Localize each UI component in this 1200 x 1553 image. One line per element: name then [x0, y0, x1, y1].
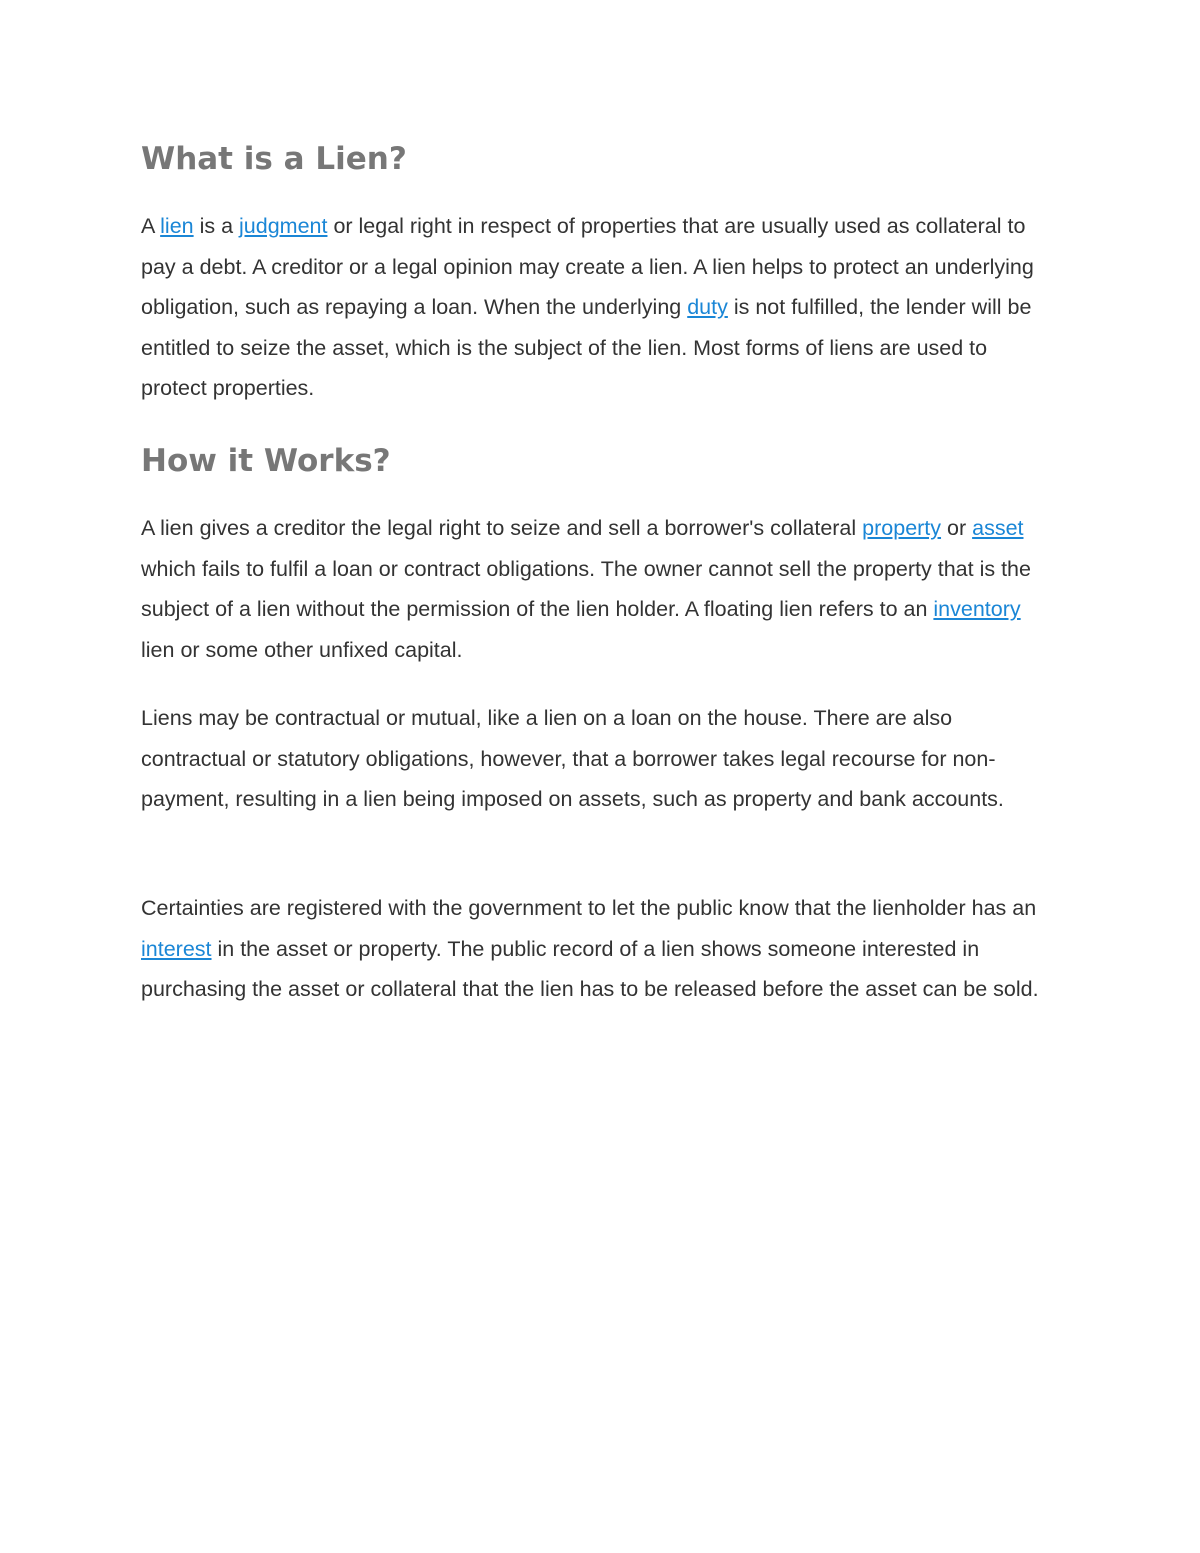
link-inventory[interactable]: inventory: [933, 597, 1021, 622]
text-segment: is a: [193, 214, 240, 238]
link-judgment[interactable]: judgment: [239, 214, 328, 238]
heading-what-is-a-lien: What is a Lien?: [141, 141, 407, 177]
link-lien[interactable]: lien: [160, 214, 194, 238]
link-asset[interactable]: asset: [972, 516, 1024, 540]
text-segment: lien or some other unfixed capital.: [141, 637, 463, 662]
paragraph-public-record: [141, 888, 1056, 1010]
paragraph-contractual-liens: Liens may be contractual or mutual, like a lien on a loan on the house. There are also contractual or statutory obligations, however, that a borrower takes legal recourse for non-payment, resulting in a lien being imposed on assets, such as property and bank accounts.: [141, 706, 1004, 812]
link-property[interactable]: property: [862, 516, 942, 540]
paragraph-how-it-works: [141, 508, 1056, 670]
text-segment: Certainties are registered with the government to let the public know that the lienholder has an: [141, 896, 1037, 920]
text-segment: is not fulfilled, the lender will be entitled to seize the asset, which is the subject of the lien. Most forms of liens are used to protect properties.: [141, 295, 1032, 401]
text-segment: or legal right in respect of properties that are usually used as collateral to pay a debt. A creditor or a legal opinion may create a lien. A lien helps to protect an underlying obligation, such as repaying a loan. When the underlying: [141, 214, 1034, 320]
link-interest[interactable]: interest: [141, 936, 212, 961]
text-segment: in the asset or property. The public record of a lien shows someone interested in purchasing the asset or collateral that the lien has to be released before the asset can be sold.: [141, 936, 1039, 1002]
text-segment: which fails to fulfil a loan or contract obligations. The owner cannot sell the property that is the subject of a lien without the permission of the lien holder. A floating lien refers to an: [141, 556, 1031, 622]
text-segment: A lien gives a creditor the legal right to seize and sell a borrower's collateral: [141, 516, 863, 540]
text-segment: or: [941, 516, 973, 540]
link-duty[interactable]: duty: [687, 295, 728, 320]
text-segment: A: [141, 214, 161, 238]
heading-how-it-works: How it Works?: [141, 443, 391, 479]
paragraph-lien-definition: [141, 206, 1056, 409]
